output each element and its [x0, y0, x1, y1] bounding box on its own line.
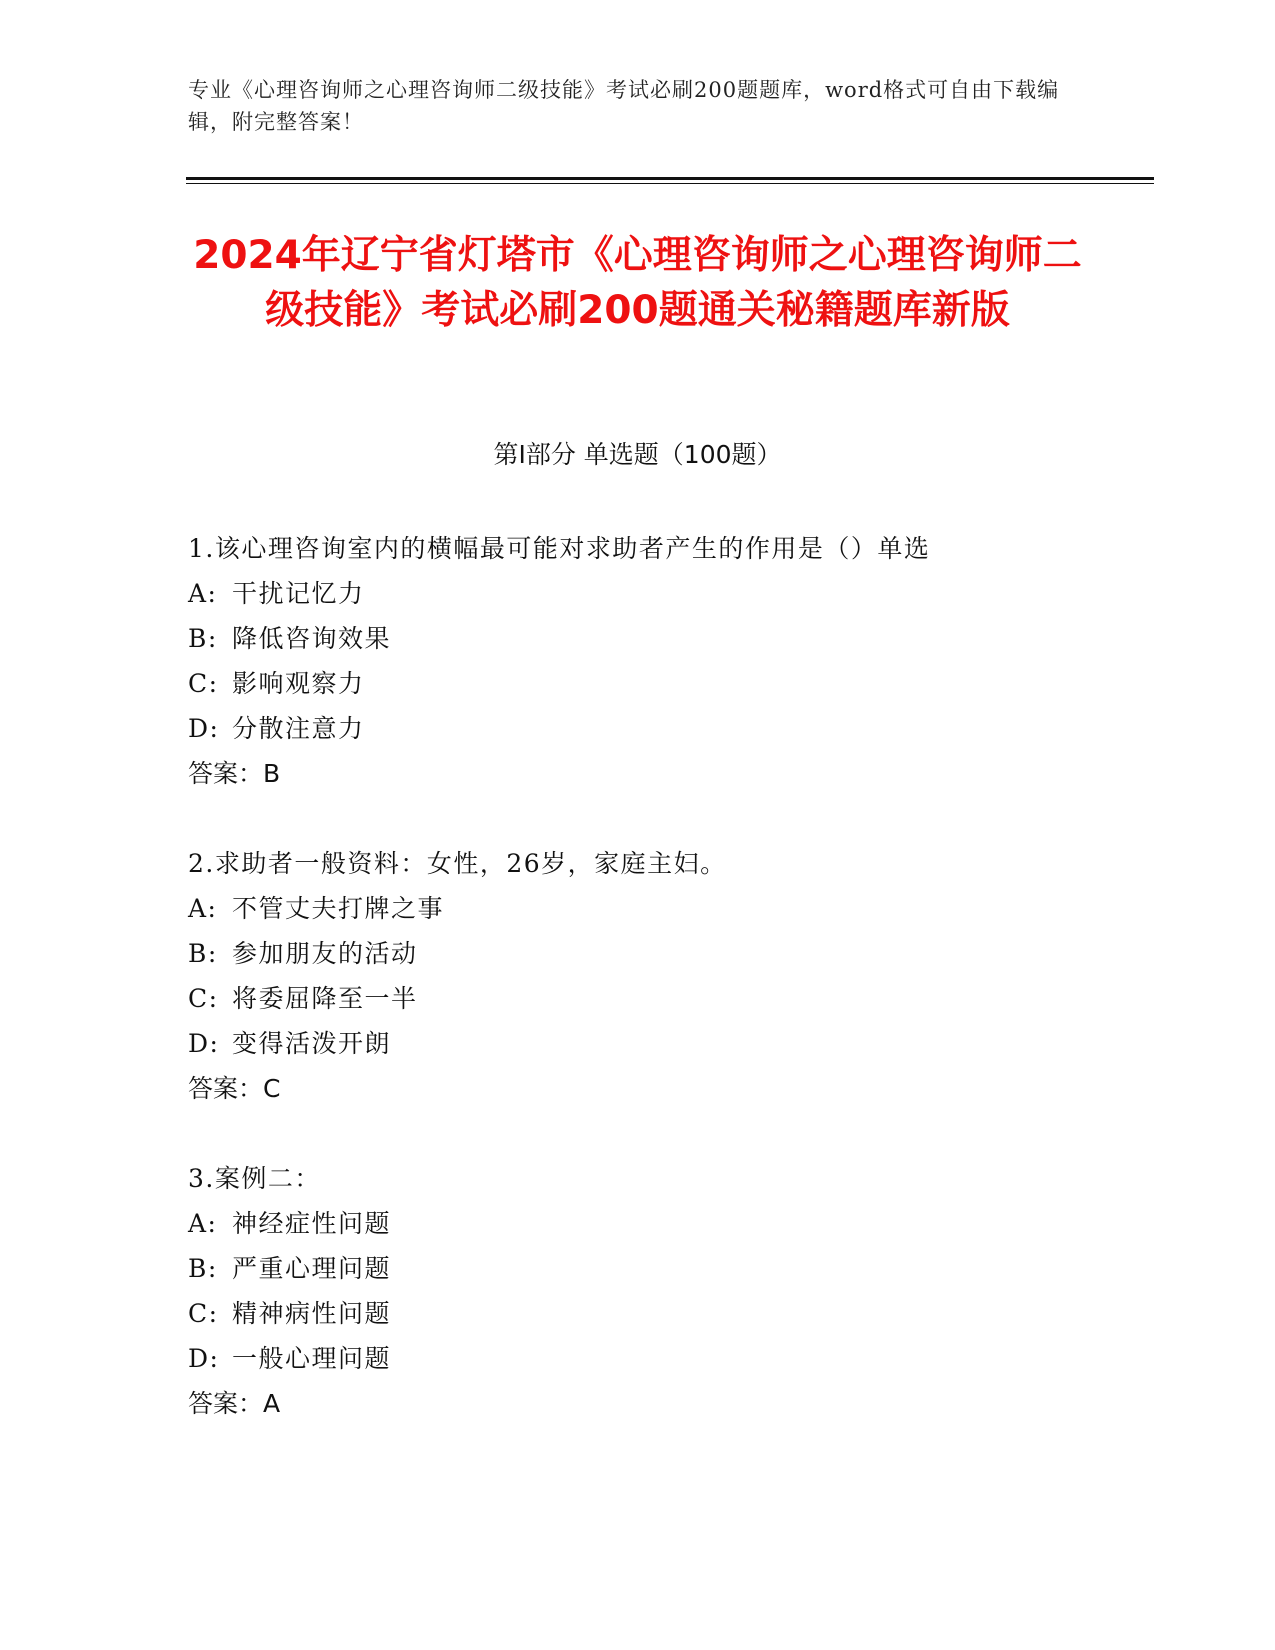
answer: 答案：A: [188, 1389, 281, 1418]
question-stem: 3.案例二：: [188, 1164, 321, 1193]
question-3: [188, 1156, 1088, 1426]
section-title: 第Ⅰ部分 单选题（100题）: [493, 440, 782, 469]
option-d: [188, 1336, 1088, 1381]
option-letter: A:: [188, 1209, 218, 1238]
option-letter: C:: [188, 669, 219, 698]
option-text: 神经症性问题: [232, 1209, 392, 1238]
header-note: 专业《心理咨询师之心理咨询师二级技能》考试必刷200题题库，word格式可自由下载编辑，附完整答案！: [188, 78, 1060, 134]
header-divider-thin: [186, 183, 1154, 184]
option-b: [188, 931, 1088, 976]
option-d: [188, 1021, 1088, 1066]
option-a: [188, 1201, 1088, 1246]
option-c: [188, 661, 1088, 706]
option-text: 将委屈降至一半: [232, 984, 418, 1013]
option-text: 降低咨询效果: [232, 624, 392, 653]
question-2: [188, 841, 1088, 1111]
option-text: 严重心理问题: [232, 1254, 392, 1283]
option-letter: A:: [188, 894, 218, 923]
answer: 答案：B: [188, 759, 281, 788]
document-title: 2024年辽宁省灯塔市《心理咨询师之心理咨询师二级技能》考试必刷200题通关秘籍题库新版: [193, 233, 1082, 333]
option-letter: B:: [188, 939, 218, 968]
option-text: 变得活泼开朗: [232, 1029, 392, 1058]
option-letter: B:: [188, 1254, 218, 1283]
option-letter: C:: [188, 984, 219, 1013]
option-letter: C:: [188, 1299, 219, 1328]
option-c: [188, 976, 1088, 1021]
option-text: 影响观察力: [232, 669, 365, 698]
option-letter: D:: [188, 1029, 220, 1058]
option-text: 精神病性问题: [232, 1299, 392, 1328]
option-letter: D:: [188, 714, 220, 743]
option-a: [188, 886, 1088, 931]
option-text: 分散注意力: [232, 714, 365, 743]
option-text: 不管丈夫打牌之事: [232, 894, 445, 923]
option-b: [188, 1246, 1088, 1291]
option-text: 一般心理问题: [232, 1344, 392, 1373]
option-c: [188, 1291, 1088, 1336]
header-divider-thick: [186, 177, 1154, 180]
option-letter: B:: [188, 624, 218, 653]
question-stem: 1.该心理咨询室内的横幅最可能对求助者产生的作用是（）单选: [188, 534, 931, 563]
option-letter: A:: [188, 579, 218, 608]
option-a: [188, 571, 1088, 616]
answer: 答案：C: [188, 1074, 281, 1103]
question-1: [188, 526, 1088, 796]
option-text: 参加朋友的活动: [232, 939, 418, 968]
option-text: 干扰记忆力: [232, 579, 365, 608]
question-stem: 2.求助者一般资料：女性，26岁，家庭主妇。: [188, 849, 727, 878]
option-d: [188, 706, 1088, 751]
question-list: [188, 526, 1088, 1471]
option-letter: D:: [188, 1344, 220, 1373]
option-b: [188, 616, 1088, 661]
